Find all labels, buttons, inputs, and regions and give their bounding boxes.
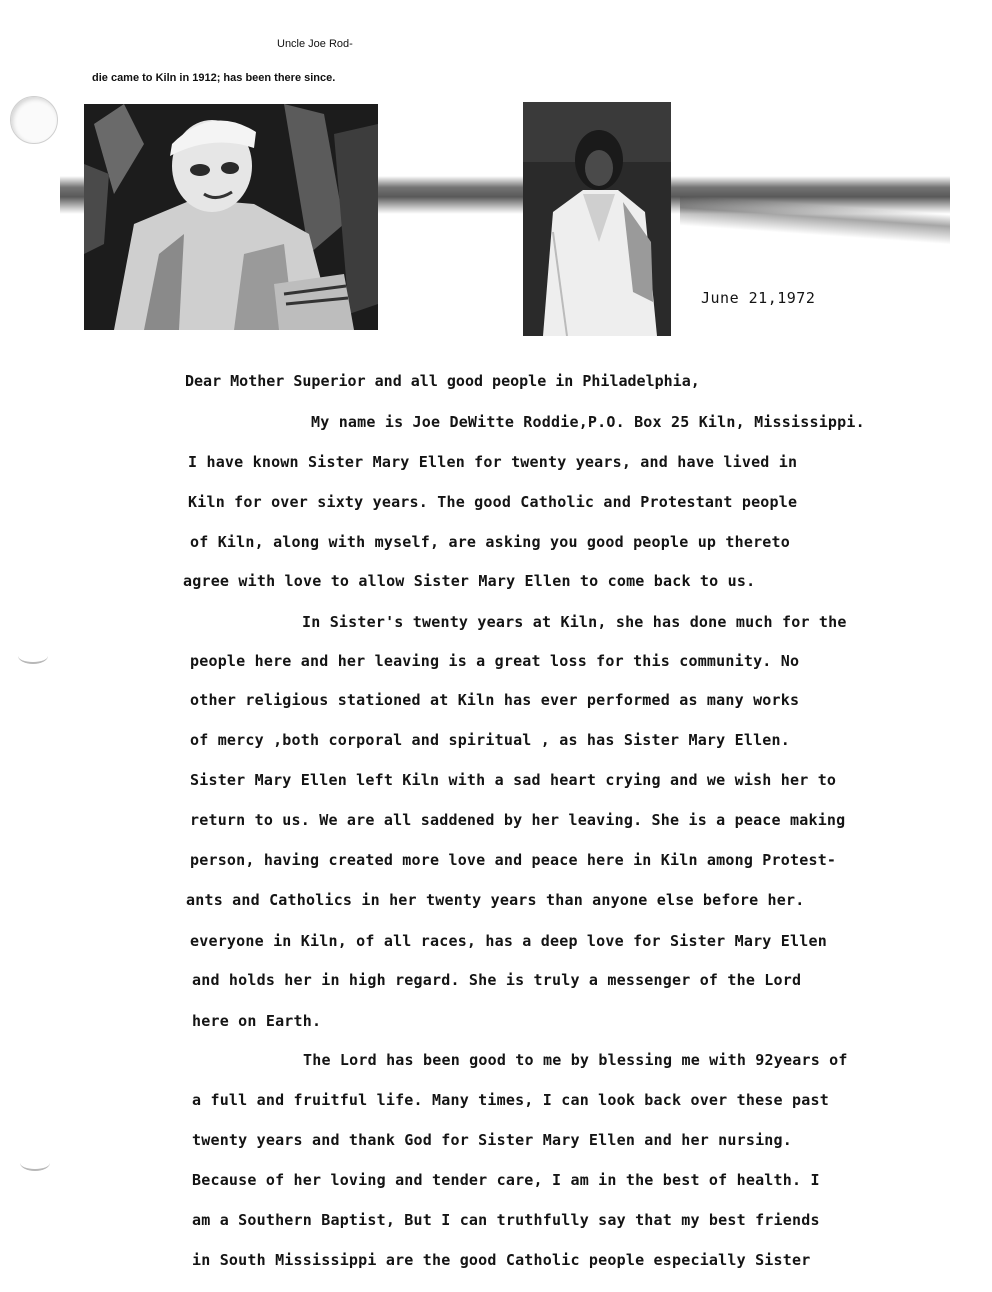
- letter-line: My name is Joe DeWitte Roddie,P.O. Box 25 Kiln, Mississippi.: [311, 413, 865, 431]
- letter-line: ants and Catholics in her twenty years than anyone else before her.: [186, 891, 805, 909]
- clipping-caption-line2: die came to Kiln in 1912; has been there since.: [92, 72, 336, 84]
- letter-salutation: Dear Mother Superior and all good people in Philadelphia,: [185, 372, 700, 390]
- letter-line: The Lord has been good to me by blessing me with 92years of: [303, 1051, 848, 1069]
- letter-line: Sister Mary Ellen left Kiln with a sad heart crying and we wish her to: [190, 771, 837, 789]
- letter-line: twenty years and thank God for Sister Mary Ellen and her nursing.: [192, 1131, 792, 1149]
- letter-line: everyone in Kiln, of all races, has a deep love for Sister Mary Ellen: [190, 932, 827, 950]
- letter-line: a full and fruitful life. Many times, I can look back over these past: [192, 1091, 829, 1109]
- letter-line: in South Mississippi are the good Catholic people especially Sister: [192, 1251, 811, 1269]
- letter-date: June 21,1972: [701, 289, 816, 307]
- letter-line: and holds her in high regard. She is truly a messenger of the Lord: [192, 971, 802, 989]
- photo-uncle-joe: [84, 104, 378, 330]
- letter-line: Because of her loving and tender care, I am in the best of health. I: [192, 1171, 820, 1189]
- letter-line: of Kiln, along with myself, are asking you good people up thereto: [190, 533, 790, 551]
- letter-line: agree with love to allow Sister Mary Ellen to come back to us.: [183, 572, 756, 590]
- letter-line: people here and her leaving is a great loss for this community. No: [190, 652, 800, 670]
- clipping-caption-line1: Uncle Joe Rod-: [277, 38, 353, 50]
- letter-line: other religious stationed at Kiln has ever performed as many works: [190, 691, 800, 709]
- binder-hole-top: [10, 96, 58, 144]
- letter-line: In Sister's twenty years at Kiln, she has done much for the: [302, 613, 847, 631]
- binder-mark-middle: [18, 648, 48, 664]
- letter-line: of mercy ,both corporal and spiritual , as has Sister Mary Ellen.: [190, 731, 790, 749]
- letter-line: Kiln for over sixty years. The good Catholic and Protestant people: [188, 493, 798, 511]
- letter-line: here on Earth.: [192, 1012, 322, 1030]
- binder-mark-lower: [20, 1155, 50, 1171]
- letter-line: person, having created more love and peace here in Kiln among Protest-: [190, 851, 837, 869]
- photo-sister-figure: [523, 102, 671, 336]
- letter-line: return to us. We are all saddened by her leaving. She is a peace making: [190, 811, 846, 829]
- letter-line: I have known Sister Mary Ellen for twenty years, and have lived in: [188, 453, 798, 471]
- letter-line: am a Southern Baptist, But I can truthfully say that my best friends: [192, 1211, 820, 1229]
